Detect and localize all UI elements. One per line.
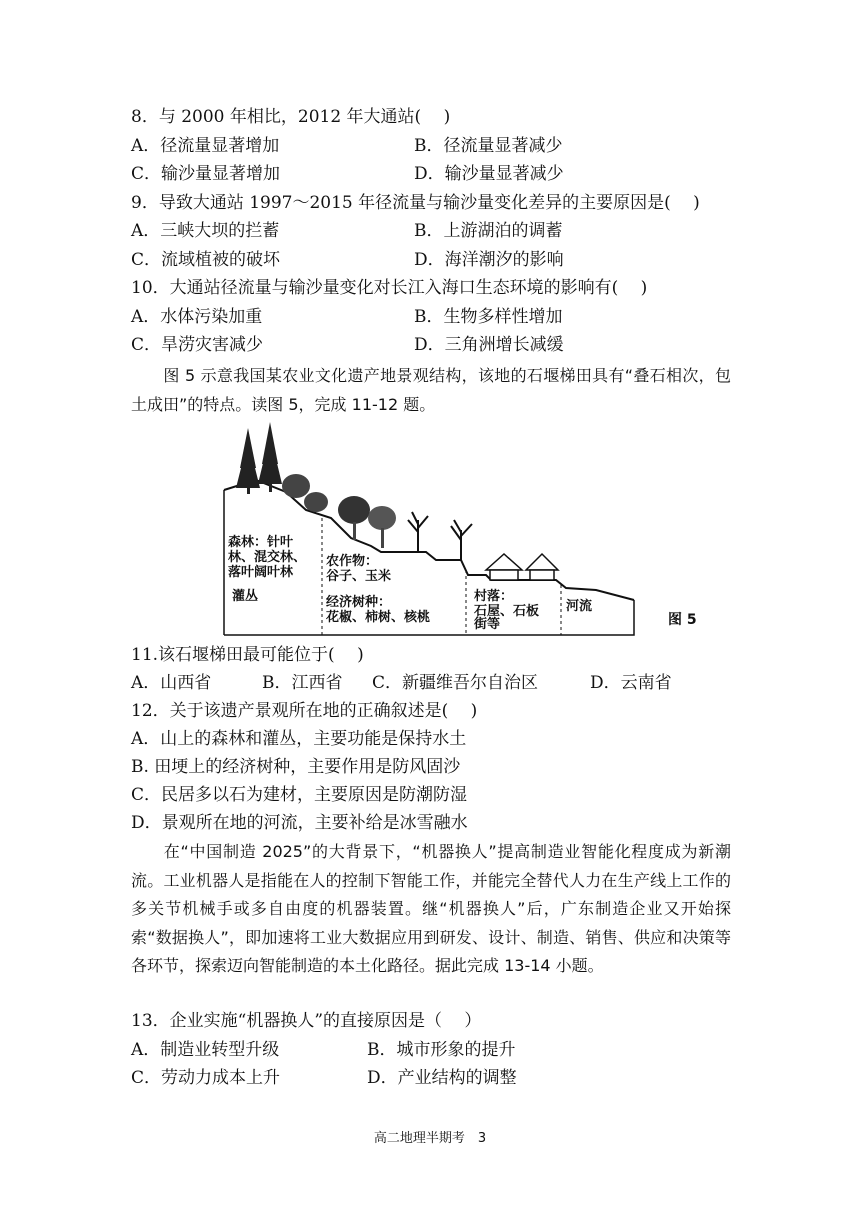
label-forest-3: 落叶阔叶林: [228, 565, 294, 580]
label-village-1: 村落：: [474, 589, 514, 604]
q10-option-b: B．生物多样性增加: [414, 307, 563, 327]
q8-option-a: A．径流量显著增加: [131, 136, 280, 156]
q13-option-c: C．劳动力成本上升: [131, 1068, 281, 1088]
label-crops-1: 农作物：: [326, 554, 379, 569]
label-forest-1: 森林：针叶: [228, 535, 294, 550]
figure-labels: [228, 534, 592, 632]
label-shrub: 灌丛: [232, 589, 259, 604]
q12-option-d: D．景观所在地的河流，主要补给是冰雪融水: [131, 813, 468, 833]
q8-option-d: D．输沙量显著减少: [414, 164, 564, 184]
q9-option-d: D．海洋潮汐的影响: [414, 250, 564, 270]
broadleaf-trees-icon: [282, 474, 396, 548]
intro-paragraph-figure5: [131, 362, 731, 419]
q9-option-b: B．上游湖泊的调蓄: [414, 221, 563, 241]
q11-option-b: B．江西省: [262, 673, 343, 693]
q11-option-d: D．云南省: [590, 673, 672, 693]
landscape-structure-figure: [196, 420, 716, 640]
q13-stem: 13．企业实施“机器换人”的直接原因是（ ）: [131, 1011, 482, 1031]
q11-stem: 11.该石堰梯田最可能位于( ): [131, 645, 364, 665]
intro-paragraph-robots: [131, 838, 731, 981]
q11-option-a: A．山西省: [131, 673, 212, 693]
intro-paragraph-figure5-text: 图 5 示意我国某农业文化遗产地景观结构，该地的石堰梯田具有“叠石相次，包土成田”的特点。读图 5，完成 11-12 题。: [131, 366, 731, 414]
q10-option-d: D．三角洲增长减缓: [414, 335, 564, 355]
q9-option-c: C．流域植被的破坏: [131, 250, 281, 270]
q12-stem: 12．关于该遗产景观所在地的正确叙述是( ): [131, 701, 478, 721]
village-houses-icon: [486, 554, 558, 580]
label-economic-2: 花椒、柿树、核桃: [326, 610, 431, 625]
conifer-trees-icon: [236, 422, 282, 494]
page-footer: 高二地理半期考 3: [373, 1131, 487, 1146]
q8-option-b: B．径流量显著减少: [414, 136, 563, 156]
q8-stem: 8．与 2000 年相比，2012 年大通站( ): [131, 107, 451, 127]
label-village-2: 石屋、石板: [474, 604, 540, 619]
q10-stem: 10．大通站径流量与输沙量变化对长江入海口生态环境的影响有( ): [131, 278, 648, 298]
q8-option-c: C．输沙量显著增加: [131, 164, 281, 184]
q12-option-a: A．山上的森林和灌丛，主要功能是保持水土: [131, 729, 467, 749]
q13-option-b: B．城市形象的提升: [367, 1040, 516, 1060]
q13-option-a: A．制造业转型升级: [131, 1040, 280, 1060]
q10-option-a: A．水体污染加重: [131, 307, 263, 327]
figure-caption: 图 5: [668, 612, 697, 628]
q12-option-c: C．民居多以石为建材，主要原因是防潮防湿: [131, 785, 468, 805]
label-forest-2: 林、混交林、: [228, 550, 307, 565]
q9-stem: 9．导致大通站 1997～2015 年径流量与输沙量变化差异的主要原因是( ): [131, 193, 700, 213]
q11-option-c: C．新疆维吾尔自治区: [372, 673, 539, 693]
label-river: 河流: [566, 599, 593, 614]
label-crops-2: 谷子、玉米: [326, 569, 392, 584]
q13-option-d: D．产业结构的调整: [367, 1068, 517, 1088]
label-village-3: 街等: [474, 617, 501, 632]
intro-paragraph-robots-text: 在“中国制造 2025”的大背景下，“机器换人”提高制造业智能化程度成为新潮流。工业机器人是指能在人的控制下智能工作，并能完全替代人力在生产线上工作的多关节机械手或多自由度的机器装置。继“机器换人”后，广东制造企业又开始探索“数据换人”，即加速将工业大数据应用到研发、设计、制造、销售、供应和决策等各环节，探索迈向智能制造的本土化路径。据此完成 13-14 小题。: [131, 842, 731, 976]
q12-option-b: B. 田埂上的经济树种，主要作用是防风固沙: [131, 757, 461, 777]
q10-option-c: C．旱涝灾害减少: [131, 335, 264, 355]
q9-option-a: A．三峡大坝的拦蓄: [131, 221, 280, 241]
label-economic-1: 经济树种：: [326, 595, 392, 610]
